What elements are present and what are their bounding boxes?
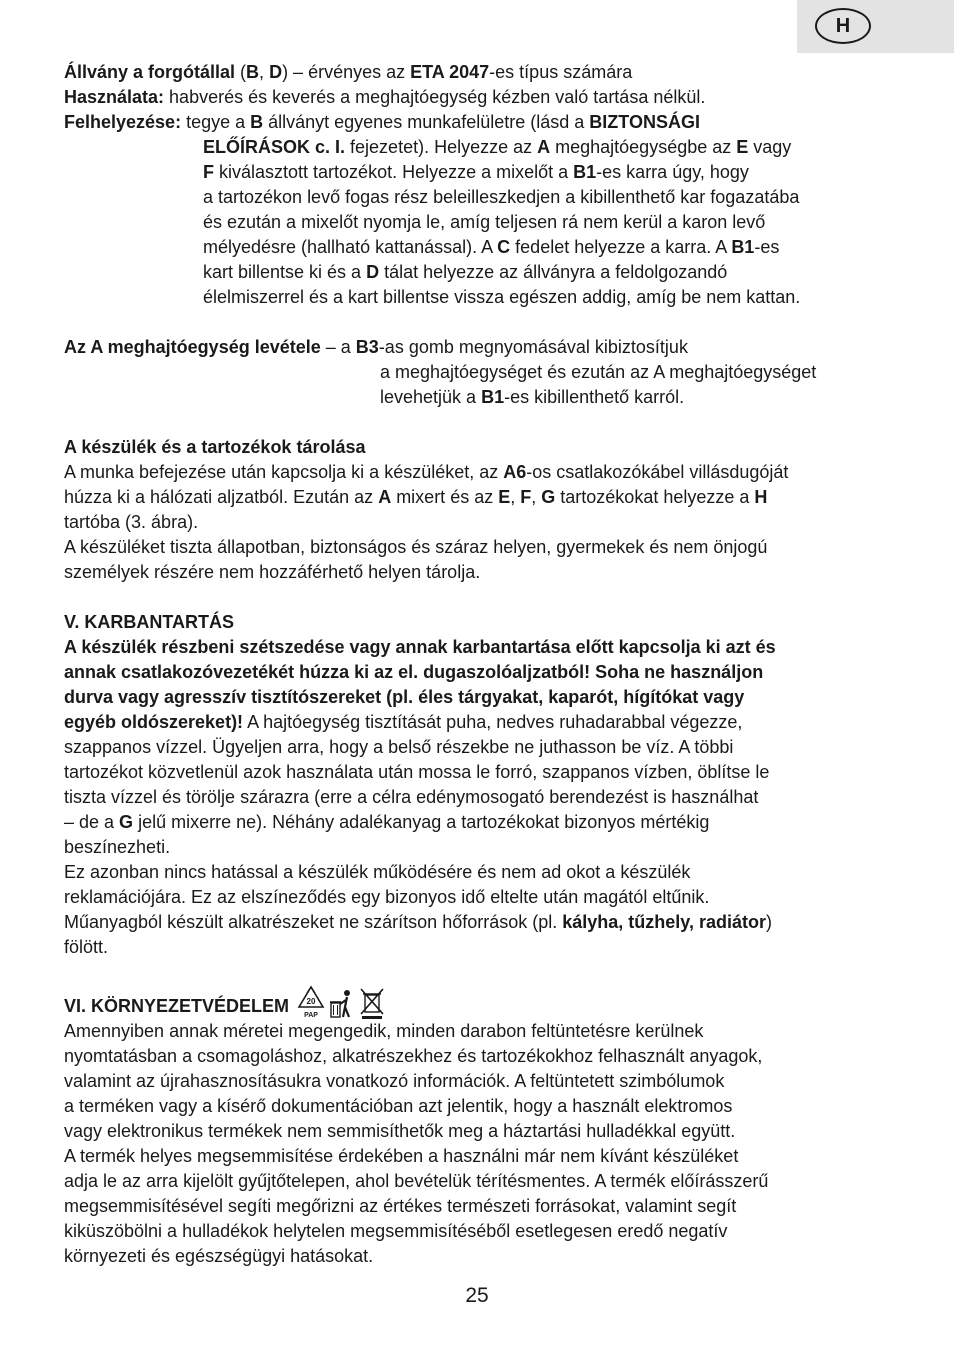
storage-heading: A készülék és a tartozékok tárolása — [64, 437, 366, 457]
stand-title-line: Állvány a forgótállal (B, D) – érvényes az ETA 2047-es típus számára — [64, 62, 633, 82]
removal-line: Az A meghajtóegység levétele – a B3-as gomb megnyomásával kibiztosítjuk — [64, 337, 688, 357]
recycle-pap-icon — [297, 985, 325, 1019]
environment-heading: VI. KÖRNYEZETVÉDELEM 20 PAP — [64, 985, 894, 1019]
maintenance-heading: V. KARBANTARTÁS — [64, 612, 235, 632]
language-badge: H — [815, 8, 871, 44]
crossed-bin-icon — [359, 987, 385, 1019]
page-content: Állvány a forgótállal (B, D) – érvényes az ETA 2047-es típus számára Használata: habverés és keverés a meghajtóegység kézben való tartása nélkül. Felhelyezése: tegye a B állványt egyenes munkafelületre (lásd a BIZTONSÁGI ELŐÍRÁSOK c. I. fejezetet). Helyezze az A meghajtóegységbe az E vagy F kiválasztott tartozékot. Helyezze a mixelőt a B1-es karra úgy, hogy a tartozékon levő fogas rész beleilleszkedjen a kibillenthető kar fogazatába és ezután a mixelőt nyomja le, amíg teljesen rá nem kerül a karon levő mélyedésre (hallható kattanással). A C fedelet helyezze a karra. A B1-es kart billentse ki és a D tálat helyezze az állványra a feldolgozandó élelmiszerrel és a kart billentse vissza egészen addig, amíg be nem kattan. Az A meghajtóegység levétele – a B3-as gomb megnyomásával kibiztosítjuk a meghajtóegységet és ezután az A meghajtóegységet levehetjük a B1-es kibillenthető karról. A készülék és a tartozékok tárolása A munka befejezése után kapcsolja ki a készüléket, az A6-os csatlakozókábel villásdugóját húzza ki a hálózati aljzatból. Ezután az A mixert és az E, F, G tartozékokat helyezze a H tartóba (3. ábra). A készüléket tiszta állapotban, biztonságos és száraz helyen, gyermekek és nem önjogú személyek részére nem hozzáférhető helyen tárolja. V. KARBANTARTÁS A készülék részbeni szétszedése vagy annak karbantartása előtt kapcsolja ki azt és annak csatlakozóvezetékét húzza ki az el. dugaszolóaljzatból! Soha ne használjon durva vagy agresszív tisztítószereket (pl. éles tárgyakat, kaparót, hígítókat vagy egyéb oldószereket)! A hajtóegység tisztítását puha, nedves ruhadarabbal végezze, szappanos vízzel. Ügyeljen arra, hogy a belső részekbe ne juthasson be víz. A többi tartozékot közvetlenül azok használata után mossa le forró, szappanos vízben, öblítse le tiszta vízzel és törölje szárazra (erre a célra edénymosogató berendezést is használhat – de a G jelű mixerre ne). Néhány adalékanyag a tartozékokat bizonyos mértékig beszínezheti. Ez azonban nincs hatással a készülék működésére és nem ad okot a készülék reklamációjára. Ez az elszíneződés egy bizonyos idő eltelte után magától eltűnik. Műanyagból készült alkatrészeket ne szárítson hőforrások (pl. kályha, tűzhely, radiátor) fölött. VI. KÖRNYEZETVÉDELEM 20 PAP Amennyiben annak méretei megengedik, minden darabon feltüntetésre kerülnek nyomtatásban a csomagoláshoz, alkatrészekhez és tartozékokhoz felhasznált anyagok, valamint az újrahasznosításukra vonatkozó információk. A feltüntetett szimbólumok a terméken vagy a kísérő dokumentációban azt jelentik, hogy a használt elektromos vagy elektronikus termékek nem semmisíthetők meg a háztartási hulladékkal együtt. A termék helyes megsemmisítése érdekében a használni már nem kívánt készüléket adja le az arra kijelölt gyűjtőtelepen, ahol bevételük térítésmentes. A termék előírásszerű megsemmisítésével segíti megőrizni az értékes természeti forrásokat, valamint segít kiküszöbölni a hulladékok helytelen megsemmisítéséből esetlegesen eredő negatív környezeti és egészségügyi hatásokat. — [64, 60, 894, 1269]
placement-label: Felhelyezése: — [64, 112, 182, 132]
language-tab — [797, 0, 954, 53]
placement-text: ELŐÍRÁSOK c. I. fejezetet). Helyezze az A meghajtóegységbe az E vagy F kiválasztott tartozékot. Helyezze a mixelőt a B1-es karra úgy, hogy a tartozékon levő fogas rész beleilleszkedjen a kibillenthető kar fogazatába és ezután a mixelőt nyomja le, amíg teljesen rá nem kerül a karon levő mélyedésre (hallható kattanással). A C fedelet helyezze a karra. A B1-es kart billentse ki és a D tálat helyezze az állványra a feldolgozandó élelmiszerrel és a kart billentse vissza egészen addig, amíg be nem kattan. — [203, 137, 801, 307]
svg-text:PAP: PAP — [304, 1012, 318, 1019]
stand-title: Állvány a forgótállal — [64, 62, 236, 82]
page-number: 25 — [465, 1284, 489, 1307]
tidy-man-icon — [329, 989, 355, 1019]
removal-label: Az A meghajtóegység levétele — [64, 337, 321, 357]
placement-line: Felhelyezése: tegye a B állványt egyenes munkafelületre (lásd a BIZTONSÁGI — [64, 112, 700, 132]
svg-text:20: 20 — [306, 997, 316, 1006]
usage-label: Használata: — [64, 87, 165, 107]
usage-line: Használata: habverés és keverés a meghajtóegység kézben való tartása nélkül. — [64, 87, 706, 107]
environment-icons — [297, 985, 385, 1019]
removal-text: a meghajtóegységet és ezután az A meghajtóegységet levehetjük a B1-es kibillenthető karról. — [380, 362, 817, 407]
